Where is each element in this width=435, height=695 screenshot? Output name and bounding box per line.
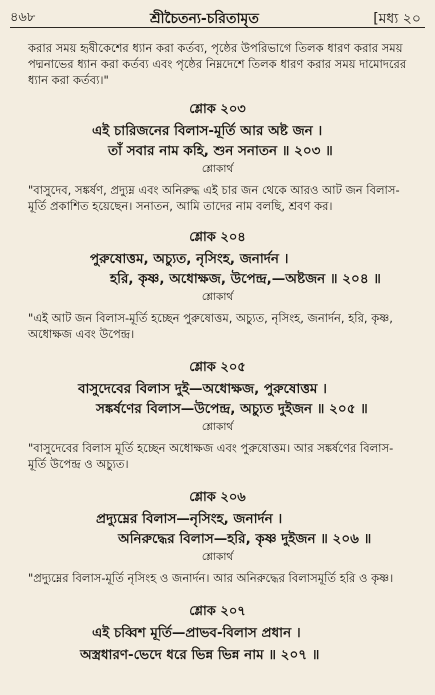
running-title: শ্রীচৈতন্য-চরিতামৃত <box>150 11 259 27</box>
verse-line: বাসুদেবের বিলাস দুই—অধোক্ষজ, পুরুষোত্তম । <box>78 381 327 397</box>
verse-line: অস্ত্রধারণ-ভেদে ধরে ভিন্ন ভিন্ন নাম ॥ ২০৭ ॥ <box>80 647 320 663</box>
section-marker: [মধ্য ২০ <box>373 11 421 27</box>
verse-line: পুরুষোত্তম, অচ্যুত, নৃসিংহ, জনার্দন । <box>90 251 289 267</box>
sloka-heading: শ্লোক ২০৫ <box>189 360 246 375</box>
header-rule <box>10 27 425 28</box>
translation-line: "প্রদ্যুম্নের বিলাস-মূর্তি নৃসিংহ ও জনার্দন। আর অনিরুদ্ধের বিলাসমূর্তি হরি ও কৃষ্ণ। <box>28 571 394 585</box>
translation-label: শ্লোকার্থ <box>201 291 234 303</box>
page-number: ৪৬৮ <box>10 10 36 25</box>
verse-line: এই চারিজনের বিলাস-মূর্তি আর অষ্ট জন । <box>92 123 323 139</box>
translation-line: মূর্তি উপেন্দ্র ও অচ্যুত। <box>28 457 129 471</box>
verse-line: এই চব্বিশ মূর্তি—প্রাভব-বিলাস প্রধান । <box>92 625 301 641</box>
verse-line: প্রদ্যুম্নের বিলাস—নৃসিংহ, জনার্দন । <box>96 511 283 527</box>
page-header <box>0 0 435 28</box>
translation-line: অধোক্ষজ এবং উপেন্দ্র। <box>28 327 135 341</box>
intro-line-2: পদ্মনাভের ধ্যান করা কর্তব্য এবং পৃষ্ঠের নিম্নদেশে তিলক ধারণ করার সময় দামোদরের <box>28 57 407 71</box>
intro-line-3: ধ্যান করা কর্তব্য।" <box>28 73 109 87</box>
verse-line: সঙ্কর্ষণের বিলাস—উপেন্দ্র, অচ্যুত দুইজন ॥ ২০৫ ॥ <box>96 401 368 417</box>
sloka-heading: শ্লোক ২০৭ <box>189 604 246 619</box>
verse-line: হরি, কৃষ্ণ, অধোক্ষজ, উপেন্দ্র,—অষ্টজন ॥ ২০৪ ॥ <box>110 271 381 287</box>
sloka-heading: শ্লোক ২০৬ <box>189 490 246 505</box>
translation-line: মূর্তি প্রকাশিত হয়েছেন। সনাতন, আমি তাদের নাম বলছি, শ্রবণ কর। <box>28 199 333 213</box>
translation-label: শ্লোকার্থ <box>201 421 234 433</box>
intro-line-1: করার সময় হৃষীকেশের ধ্যান করা কর্তব্য, পৃষ্ঠের উপরিভাগে তিলক ধারণ করার সময় <box>28 41 403 55</box>
verse-line: তাঁ সবার নাম কহি, শুন সনাতন ॥ ২০৩ ॥ <box>108 143 333 159</box>
translation-label: শ্লোকার্থ <box>201 163 234 175</box>
translation-line: "এই আট জন বিলাস-মূর্তি হচ্ছেন পুরুষোত্তম, অচ্যুত, নৃসিংহ, জনার্দন, হরি, কৃষ্ণ, <box>28 311 393 325</box>
translation-label: শ্লোকার্থ <box>201 551 234 563</box>
verse-line: অনিরুদ্ধের বিলাস—হরি, কৃষ্ণ দুইজন ॥ ২০৬ ॥ <box>118 531 372 547</box>
translation-line: "বাসুদেব, সঙ্কর্ষণ, প্রদ্যুম্ন এবং অনিরুদ্ধ এই চার জন থেকে আরও আট জন বিলাস- <box>28 183 400 197</box>
translation-line: "বাসুদেবের বিলাস মূর্তি হচ্ছেন অধোক্ষজ এবং পুরুষোত্তম। আর সঙ্কর্ষণের বিলাস- <box>28 441 394 455</box>
sloka-heading: শ্লোক ২০৩ <box>189 102 246 117</box>
sloka-heading: শ্লোক ২০৪ <box>189 230 246 245</box>
